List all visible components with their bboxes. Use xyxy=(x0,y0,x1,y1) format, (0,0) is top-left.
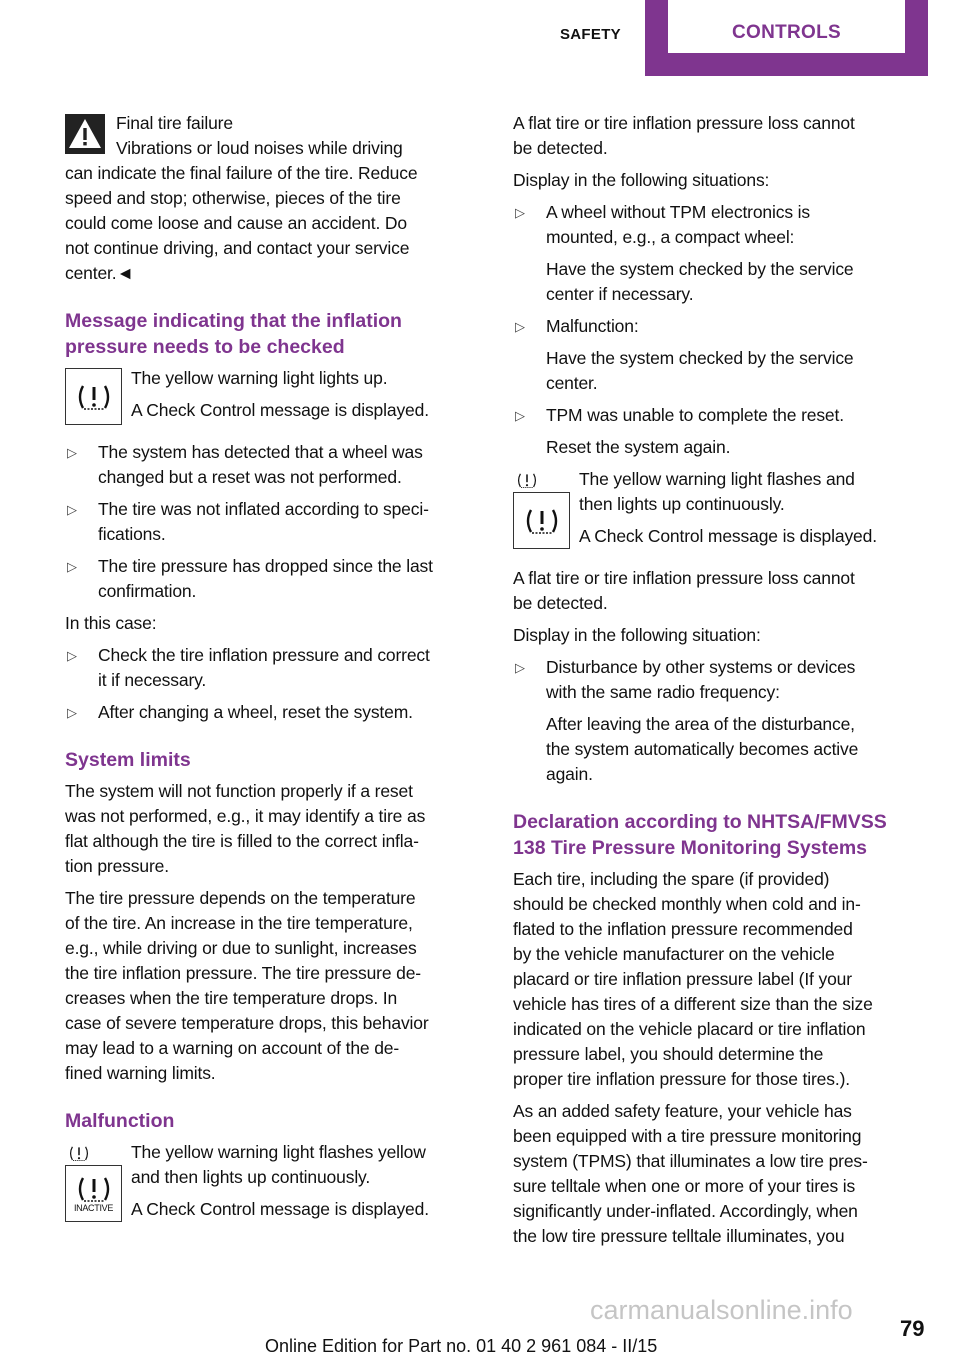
text-line: flat although the tire is filled to the correct infla- xyxy=(65,831,419,851)
paragraph xyxy=(131,1197,429,1222)
text-line: flated to the inflation pressure recommended xyxy=(513,919,853,939)
bullet-triangle-icon: ▷ xyxy=(515,319,525,334)
text-line: changed but a reset was not performed. xyxy=(98,467,402,487)
text-line: The yellow warning light flashes and xyxy=(579,469,855,489)
paragraph xyxy=(513,1099,943,1249)
text-line: been equipped with a tire pressure monitoring xyxy=(513,1126,862,1146)
text-line: center.◄ xyxy=(65,263,134,283)
text-line: sure telltale when one or more of your tires is xyxy=(513,1176,856,1196)
text-line: The tire was not inflated according to speci- xyxy=(98,499,429,519)
text-line: again. xyxy=(546,764,593,784)
text-line: confirmation. xyxy=(98,581,197,601)
text-line: be detected. xyxy=(513,138,608,158)
text-line: In this case: xyxy=(65,613,157,633)
section-heading xyxy=(65,308,495,360)
text-line: Display in the following situation: xyxy=(513,625,761,645)
text-line: it if necessary. xyxy=(98,670,207,690)
text-line: the low tire pressure telltale illuminates, you xyxy=(513,1226,845,1246)
text-line: Check the tire inflation pressure and correct xyxy=(98,645,430,665)
inactive-label: INACTIVE xyxy=(73,1202,114,1213)
text-line: not continue driving, and contact your service xyxy=(65,238,410,258)
text-line: After leaving the area of the disturbance, xyxy=(546,714,855,734)
text-line: A Check Control message is displayed. xyxy=(579,526,877,546)
paragraph xyxy=(513,623,943,648)
list-item xyxy=(513,314,943,396)
text-line: Have the system checked by the service xyxy=(546,259,854,279)
text-line: The yellow warning light flashes yellow xyxy=(131,1142,426,1162)
tpm-warning-light-icon xyxy=(65,368,122,425)
text-line: the tire inflation pressure. The tire pressure de- xyxy=(65,963,421,983)
warning-note xyxy=(65,111,495,286)
text-line: Each tire, including the spare (if provided) xyxy=(513,869,830,889)
paragraph xyxy=(513,111,943,161)
text-line: tion pressure. xyxy=(65,856,169,876)
text-line: with the same radio frequency: xyxy=(546,682,780,702)
paragraph xyxy=(65,886,495,1086)
paragraph xyxy=(579,524,877,549)
bullet-triangle-icon: ▷ xyxy=(67,445,77,460)
left-column xyxy=(65,111,495,1239)
paragraph xyxy=(579,467,877,517)
text-line: The system has detected that a wheel was xyxy=(98,442,423,462)
text-line: the system automatically becomes active xyxy=(546,739,859,759)
text-line: can indicate the final failure of the tire. Reduce xyxy=(65,163,418,183)
text-line: A flat tire or tire inflation pressure loss cannot xyxy=(513,568,855,588)
bullet-triangle-icon: ▷ xyxy=(515,660,525,675)
text-line: Vibrations or loud noises while driving xyxy=(116,138,403,158)
list-item xyxy=(513,403,943,460)
right-column xyxy=(513,111,943,1256)
indicator-icons xyxy=(513,467,579,556)
text-line: Final tire failure xyxy=(116,113,233,133)
text-line: system (TPMS) that illuminates a low tire pres- xyxy=(513,1151,868,1171)
text-line: placard or tire inflation pressure label (If your xyxy=(513,969,852,989)
header-section-label: SAFETY xyxy=(560,26,621,43)
paragraph xyxy=(131,366,429,391)
indicator-text xyxy=(131,366,429,430)
text-line: Disturbance by other systems or devices xyxy=(546,657,856,677)
list-item xyxy=(513,200,943,307)
text-line: Have the system checked by the service xyxy=(546,348,854,368)
paragraph xyxy=(131,398,429,423)
text-line: should be checked monthly when cold and in- xyxy=(513,894,861,914)
list-item xyxy=(65,643,495,693)
indicator-icons xyxy=(65,366,131,430)
tpm-inactive-icon xyxy=(65,1165,122,1222)
section-heading xyxy=(513,809,943,861)
text-line: case of severe temperature drops, this behavior xyxy=(65,1013,429,1033)
text-line: A wheel without TPM electronics is xyxy=(546,202,810,222)
bullet-triangle-icon: ▷ xyxy=(515,408,525,423)
bullet-triangle-icon: ▷ xyxy=(67,648,77,663)
text-line: After changing a wheel, reset the system. xyxy=(98,702,413,722)
warning-triangle-icon xyxy=(65,114,115,160)
text-line: creases when the tire temperature drops. In xyxy=(65,988,398,1008)
list-item xyxy=(65,440,495,490)
text-line: A Check Control message is displayed. xyxy=(131,1199,429,1219)
text-line: proper tire inflation pressure for those tires.). xyxy=(513,1069,850,1089)
text-line: could come loose and cause an accident. Do xyxy=(65,213,407,233)
text-line: The tire pressure has dropped since the last xyxy=(98,556,433,576)
list-item-note xyxy=(546,346,943,396)
text-line: be detected. xyxy=(513,593,608,613)
paragraph xyxy=(513,867,943,1092)
bullet-triangle-icon: ▷ xyxy=(67,559,77,574)
text-line: System limits xyxy=(65,749,191,771)
paragraph xyxy=(513,566,943,616)
text-line: The tire pressure depends on the temperature xyxy=(65,888,416,908)
text-line: As an added safety feature, your vehicle has xyxy=(513,1101,852,1121)
chapter-tab[interactable] xyxy=(645,0,928,76)
text-line: A Check Control message is displayed. xyxy=(131,400,429,420)
text-line: center. xyxy=(546,373,598,393)
text-line: center if necessary. xyxy=(546,284,694,304)
indicator-icons xyxy=(65,1140,131,1229)
text-line: and then lights up continuously. xyxy=(131,1167,371,1187)
text-line: pressure label, you should determine the xyxy=(513,1044,824,1064)
list-item-note xyxy=(546,257,943,307)
indicator-note xyxy=(513,467,943,556)
text-line: Message indicating that the inflation xyxy=(65,310,402,332)
indicator-note xyxy=(65,366,495,430)
indicator-text xyxy=(579,467,877,556)
list-item xyxy=(65,700,495,725)
list-item xyxy=(513,655,943,787)
paragraph xyxy=(131,1140,429,1190)
text-line: Reset the system again. xyxy=(546,437,731,457)
text-line: by the vehicle manufacturer on the vehicle xyxy=(513,944,835,964)
text-line: The yellow warning light lights up. xyxy=(131,368,388,388)
indicator-note xyxy=(65,1140,495,1229)
tpm-small-icon xyxy=(65,1140,131,1165)
list-item-note xyxy=(546,435,943,460)
page-number: 79 xyxy=(900,1316,925,1341)
text-line: The system will not function properly if a reset xyxy=(65,781,413,801)
text-line: was not performed, e.g., it may identify a tire as xyxy=(65,806,426,826)
bullet-triangle-icon: ▷ xyxy=(67,705,77,720)
text-line: Malfunction xyxy=(65,1110,175,1132)
tpm-small-icon xyxy=(513,467,579,492)
list-item xyxy=(65,554,495,604)
section-heading xyxy=(65,747,495,773)
text-line: fined warning limits. xyxy=(65,1063,216,1083)
chapter-tab-label: CONTROLS xyxy=(668,0,905,53)
text-line: A flat tire or tire inflation pressure loss cannot xyxy=(513,113,855,133)
paragraph xyxy=(513,168,943,193)
indicator-text xyxy=(131,1140,429,1229)
text-line: then lights up continuously. xyxy=(579,494,785,514)
watermark: carmanualsonline.info xyxy=(590,1295,853,1325)
text-line: may lead to a warning on account of the de- xyxy=(65,1038,400,1058)
text-line: TPM was unable to complete the reset. xyxy=(546,405,844,425)
text-line: mounted, e.g., a compact wheel: xyxy=(546,227,795,247)
text-line: Malfunction: xyxy=(546,316,639,336)
text-line: Display in the following situations: xyxy=(513,170,770,190)
text-line: 138 Tire Pressure Monitoring Systems xyxy=(513,837,868,859)
text-line: indicated on the vehicle placard or tire inflation xyxy=(513,1019,866,1039)
text-line: pressure needs to be checked xyxy=(65,336,345,358)
text-line: significantly under-inflated. Accordingly, when xyxy=(513,1201,858,1221)
edition-footer: Online Edition for Part no. 01 40 2 961 084 - II/15 xyxy=(265,1336,658,1356)
paragraph xyxy=(65,611,495,636)
text-line: fications. xyxy=(98,524,166,544)
text-line: of the tire. An increase in the tire temperature, xyxy=(65,913,413,933)
bullet-triangle-icon: ▷ xyxy=(67,502,77,517)
list-item-note xyxy=(546,712,943,787)
list-item xyxy=(65,497,495,547)
text-line: e.g., while driving or due to sunlight, increases xyxy=(65,938,417,958)
bullet-triangle-icon: ▷ xyxy=(515,205,525,220)
section-heading xyxy=(65,1108,495,1134)
text-line: vehicle has tires of a different size than the size xyxy=(513,994,873,1014)
text-line: Declaration according to NHTSA/FMVSS xyxy=(513,811,887,833)
text-line: speed and stop; otherwise, pieces of the tire xyxy=(65,188,401,208)
paragraph xyxy=(65,779,495,879)
tpm-warning-light-icon xyxy=(513,492,570,549)
